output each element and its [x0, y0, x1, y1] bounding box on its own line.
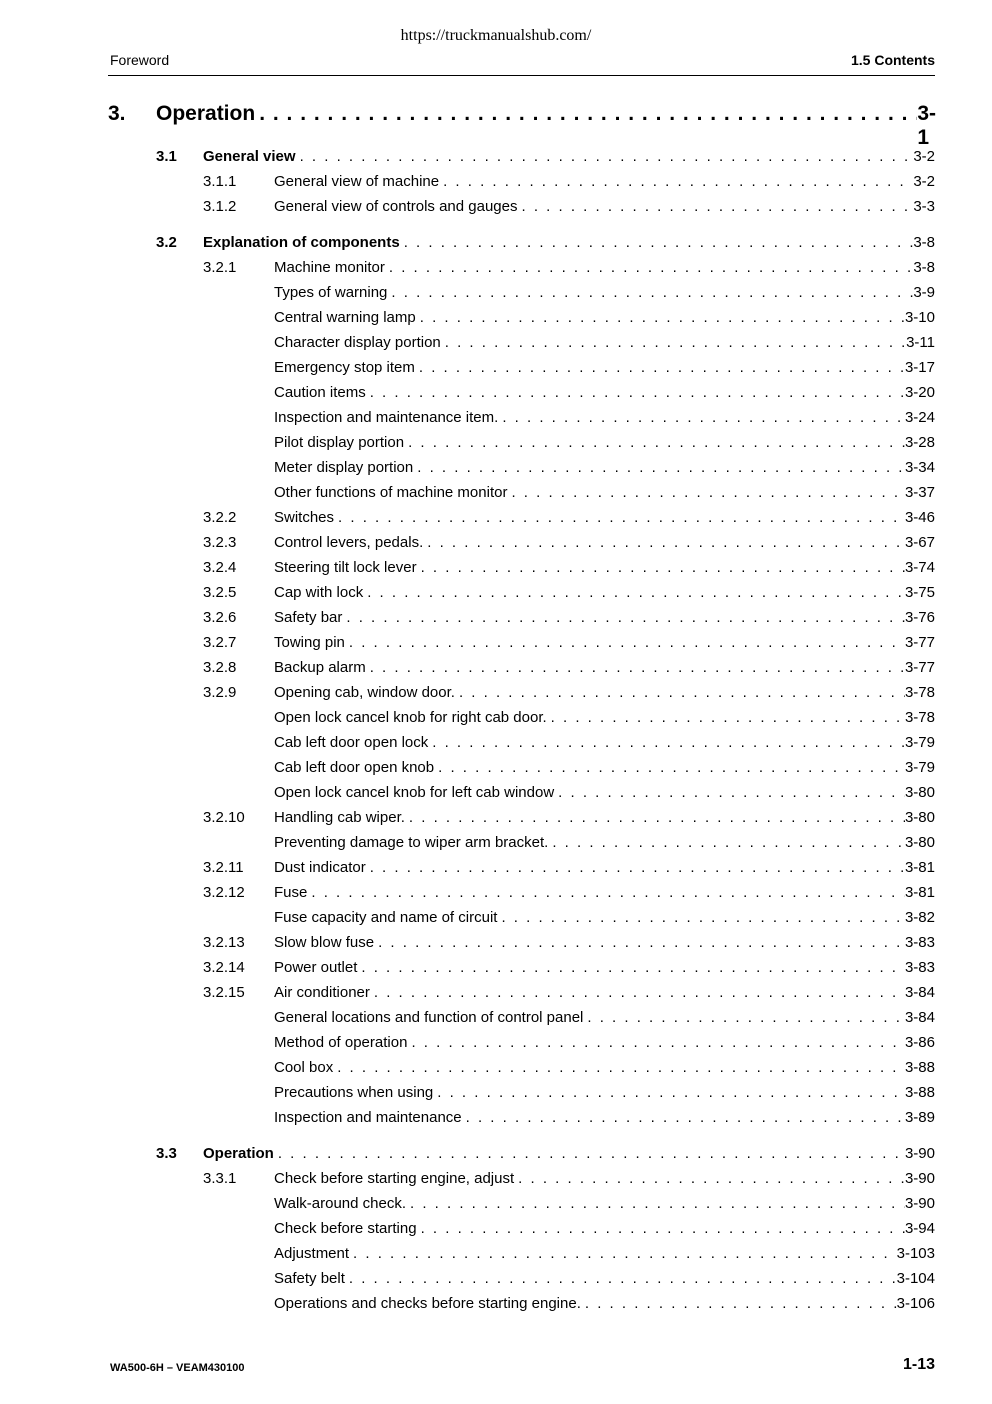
toc-entry[interactable]: [0, 784, 992, 806]
leader-dots: [405, 809, 905, 826]
toc-entry-page: 3-2: [913, 173, 935, 190]
toc-entry[interactable]: [0, 734, 992, 756]
toc-entry-title: Operation: [203, 1145, 274, 1162]
toc-entry-page: 3-81: [904, 859, 935, 876]
toc-entry-title: Steering tilt lock lever: [274, 559, 417, 576]
toc-entry-page: 3-84: [904, 1009, 935, 1026]
leader-dots: [416, 309, 905, 326]
footer-model-code: WA500-6H – VEAM430100: [110, 1362, 245, 1374]
leader-dots: [342, 609, 905, 626]
toc-entry-title: Other functions of machine monitor: [274, 484, 508, 501]
leader-dots: [583, 1009, 905, 1026]
header-rule: [108, 75, 935, 76]
toc-entry-page: 3-83: [904, 959, 935, 976]
toc-entry-number: 3.2.5: [203, 584, 237, 601]
toc-entry-page: 3-83: [904, 934, 935, 951]
toc-entry-title: Character display portion: [274, 334, 441, 351]
leader-dots: [363, 584, 905, 601]
toc-entry-number: 3.2.4: [203, 559, 237, 576]
leader-dots: [357, 959, 905, 976]
leader-dots: [434, 759, 905, 776]
leader-dots: [307, 884, 905, 901]
leader-dots: [462, 1109, 905, 1126]
toc-entry-title: Method of operation: [274, 1034, 408, 1051]
toc-entry-page: 3-10: [904, 309, 935, 326]
leader-dots: [415, 359, 905, 376]
toc-entry-title: Machine monitor: [274, 259, 385, 276]
toc-entry-number: 3.2.6: [203, 609, 237, 626]
toc-entry[interactable]: [0, 409, 992, 431]
toc-entry[interactable]: [0, 1059, 992, 1081]
toc-entry-page: 3-67: [904, 534, 935, 551]
toc-entry[interactable]: [0, 459, 992, 481]
toc-entry[interactable]: [0, 1245, 992, 1267]
toc-entry-page: 3-94: [904, 1220, 935, 1237]
toc-entry-page: 3-17: [904, 359, 935, 376]
toc-entry-title: Operations and checks before starting engine.: [274, 1295, 581, 1312]
toc-entry[interactable]: [0, 984, 992, 1006]
toc-entry-title: Explanation of components: [203, 234, 400, 251]
toc-entry-page: 3-80: [904, 834, 935, 851]
toc-entry[interactable]: [0, 959, 992, 981]
toc-entry[interactable]: [0, 359, 992, 381]
leader-dots: [406, 1195, 905, 1212]
toc-entry-page: 3-75: [904, 584, 935, 601]
toc-entry-page: 3-104: [896, 1270, 935, 1287]
toc-entry[interactable]: [0, 509, 992, 531]
toc-entry-title: Cap with lock: [274, 584, 364, 601]
toc-entry-number: 3.2.14: [203, 959, 245, 976]
toc-entry[interactable]: [0, 484, 992, 506]
toc-entry[interactable]: [0, 198, 992, 220]
leader-dots: [407, 1034, 905, 1051]
leader-dots: [455, 684, 905, 701]
toc-entry[interactable]: [0, 1295, 992, 1317]
leader-dots: [548, 834, 905, 851]
leader-dots: [547, 709, 905, 726]
leader-dots: [366, 859, 905, 876]
toc-entry-number: 3.2.2: [203, 509, 237, 526]
toc-entry-page: 3-8: [913, 234, 935, 251]
chapter-heading[interactable]: [108, 102, 936, 149]
toc-entry[interactable]: [0, 1145, 992, 1167]
toc-entry-page: 3-20: [904, 384, 935, 401]
toc-entry-page: 3-46: [904, 509, 935, 526]
toc-entry[interactable]: [0, 934, 992, 956]
toc-entry-number: 3.2.13: [203, 934, 245, 951]
toc-entry-page: 3-84: [904, 984, 935, 1001]
leader-dots: [296, 148, 914, 165]
leader-dots: [255, 102, 917, 126]
toc-entry-number: 3.2: [156, 234, 177, 251]
toc-entry-title: Emergency stop item: [274, 359, 415, 376]
toc-entry[interactable]: [0, 173, 992, 195]
toc-entry-title: Control levers, pedals.: [274, 534, 424, 551]
toc-entry-title: Power outlet: [274, 959, 358, 976]
toc-entry-title: Preventing damage to wiper arm bracket.: [274, 834, 549, 851]
leader-dots: [441, 334, 906, 351]
toc-entry-title: Cool box: [274, 1059, 334, 1076]
toc-entry-title: Inspection and maintenance item.: [274, 409, 499, 426]
toc-entry-title: Safety bar: [274, 609, 343, 626]
toc-entry-page: 3-81: [904, 884, 935, 901]
toc-entry-title: Towing pin: [274, 634, 345, 651]
toc-entry-page: 3-74: [904, 559, 935, 576]
toc-entry[interactable]: [0, 234, 992, 256]
toc-entry-title: Air conditioner: [274, 984, 370, 1001]
toc-entry[interactable]: [0, 1170, 992, 1192]
toc-entry-page: 3-90: [904, 1195, 935, 1212]
toc-entry-title: Types of warning: [274, 284, 388, 301]
leader-dots: [274, 1145, 905, 1162]
toc-entry[interactable]: [0, 909, 992, 931]
leader-dots: [413, 459, 905, 476]
toc-entry-title: Precautions when using: [274, 1084, 434, 1101]
toc-entry[interactable]: [0, 1084, 992, 1106]
toc-entry-title: Opening cab, window door.: [274, 684, 455, 701]
toc-entry[interactable]: [0, 834, 992, 856]
toc-entry[interactable]: [0, 634, 992, 656]
leader-dots: [417, 559, 905, 576]
leader-dots: [404, 434, 905, 451]
toc-entry-page: 3-79: [904, 734, 935, 751]
toc-entry-number: 3.2.10: [203, 809, 245, 826]
toc-entry-page: 3-106: [896, 1295, 935, 1312]
toc-entry-title: General view of machine: [274, 173, 440, 190]
toc-entry-number: 3.3.1: [203, 1170, 237, 1187]
toc-entry-title: Check before starting: [274, 1220, 417, 1237]
toc-entry-number: 3.2.1: [203, 259, 237, 276]
leader-dots: [517, 198, 913, 215]
toc-entry-number: 3.3: [156, 1145, 177, 1162]
toc-entry-number: 3.2.3: [203, 534, 237, 551]
toc-entry[interactable]: [0, 1109, 992, 1131]
leader-dots: [497, 909, 905, 926]
toc-entry-number: 3.1.2: [203, 198, 237, 215]
toc-entry[interactable]: [0, 659, 992, 681]
leader-dots: [498, 409, 905, 426]
toc-entry-title: Slow blow fuse: [274, 934, 375, 951]
leader-dots: [345, 634, 905, 651]
toc-entry[interactable]: [0, 759, 992, 781]
toc-entry-title: Open lock cancel knob for right cab door.: [274, 709, 547, 726]
leader-dots: [349, 1245, 897, 1262]
toc-entry[interactable]: [0, 148, 992, 170]
toc-entry-title: General locations and function of control panel: [274, 1009, 584, 1026]
toc-entry[interactable]: [0, 309, 992, 331]
toc-entry-page: 3-8: [913, 259, 935, 276]
toc-entry[interactable]: [0, 809, 992, 831]
toc-entry-number: 3.2.9: [203, 684, 237, 701]
toc-entry-page: 3-90: [904, 1145, 935, 1162]
leader-dots: [400, 234, 914, 251]
header-section-label: Foreword: [110, 52, 170, 68]
toc-entry-page: 3-79: [904, 759, 935, 776]
toc-entry-page: 3-88: [904, 1084, 935, 1101]
toc-entry[interactable]: [0, 884, 992, 906]
leader-dots: [334, 509, 905, 526]
toc-entry-page: 3-28: [904, 434, 935, 451]
toc-entry-title: Cab left door open lock: [274, 734, 429, 751]
toc-entry-title: Handling cab wiper.: [274, 809, 405, 826]
toc-entry-title: Fuse: [274, 884, 308, 901]
toc-entry-page: 3-86: [904, 1034, 935, 1051]
toc-entry-number: 3.1.1: [203, 173, 237, 190]
toc-entry[interactable]: [0, 434, 992, 456]
toc-entry-page: 3-88: [904, 1059, 935, 1076]
toc-entry[interactable]: [0, 609, 992, 631]
toc-entry-page: 3-78: [904, 684, 935, 701]
toc-entry[interactable]: [0, 1034, 992, 1056]
toc-entry-title: Central warning lamp: [274, 309, 416, 326]
toc-entry-title: Safety belt: [274, 1270, 345, 1287]
leader-dots: [581, 1295, 897, 1312]
toc-entry[interactable]: [0, 1009, 992, 1031]
source-url: https://truckmanualshub.com/: [400, 27, 592, 44]
toc-entry-page: 3-103: [896, 1245, 935, 1262]
toc-entry-number: 3.2.11: [203, 859, 244, 876]
toc-entry-number: 3.1: [156, 148, 177, 165]
toc-entry-page: 3-80: [904, 784, 935, 801]
leader-dots: [423, 534, 905, 551]
footer-page-number: 1-13: [902, 1356, 935, 1373]
chapter-page: 3-1: [917, 102, 936, 149]
leader-dots: [366, 659, 905, 676]
leader-dots: [370, 984, 905, 1001]
leader-dots: [439, 173, 913, 190]
toc-entry-number: 3.2.12: [203, 884, 245, 901]
leader-dots: [385, 259, 913, 276]
toc-entry[interactable]: [0, 334, 992, 356]
toc-entry-title: Cab left door open knob: [274, 759, 435, 776]
chapter-number: 3.: [108, 102, 126, 125]
leader-dots: [345, 1270, 897, 1287]
toc-entry-title: Meter display portion: [274, 459, 414, 476]
toc-entry[interactable]: [0, 709, 992, 731]
toc-entry-title: Caution items: [274, 384, 366, 401]
toc-entry[interactable]: [0, 1270, 992, 1292]
toc-entry-title: Fuse capacity and name of circuit: [274, 909, 498, 926]
toc-entry[interactable]: [0, 284, 992, 306]
toc-entry-page: 3-80: [904, 809, 935, 826]
toc-entry-page: 3-9: [913, 284, 935, 301]
toc-entry[interactable]: [0, 684, 992, 706]
toc-entry-title: Backup alarm: [274, 659, 366, 676]
leader-dots: [417, 1220, 905, 1237]
toc-entry-title: Dust indicator: [274, 859, 366, 876]
toc-entry-page: 3-34: [904, 459, 935, 476]
leader-dots: [333, 1059, 905, 1076]
toc-entry-page: 3-82: [904, 909, 935, 926]
toc-entry-page: 3-11: [906, 334, 935, 351]
toc-entry-page: 3-77: [904, 659, 935, 676]
toc-entry-title: Open lock cancel knob for left cab window: [274, 784, 555, 801]
leader-dots: [514, 1170, 905, 1187]
toc-entry-page: 3-24: [904, 409, 935, 426]
toc-entry-page: 3-77: [904, 634, 935, 651]
toc-entry-title: Check before starting engine, adjust: [274, 1170, 515, 1187]
toc-entry[interactable]: [0, 559, 992, 581]
toc-entry[interactable]: [0, 384, 992, 406]
leader-dots: [366, 384, 905, 401]
toc-entry-title: Walk-around check.: [274, 1195, 406, 1212]
leader-dots: [374, 934, 905, 951]
toc-entry-page: 3-3: [913, 198, 935, 215]
toc-entry-title: Switches: [274, 509, 335, 526]
leader-dots: [507, 484, 905, 501]
toc-entry-number: 3.2.8: [203, 659, 237, 676]
toc-entry[interactable]: [0, 259, 992, 281]
toc-entry[interactable]: [0, 859, 992, 881]
toc-entry-page: 3-37: [904, 484, 935, 501]
header-chapter-label: 1.5 Contents: [850, 52, 935, 68]
leader-dots: [554, 784, 905, 801]
toc-entry-title: Inspection and maintenance: [274, 1109, 462, 1126]
leader-dots: [387, 284, 913, 301]
leader-dots: [428, 734, 905, 751]
toc-entry-page: 3-90: [904, 1170, 935, 1187]
toc-entry-title: Pilot display portion: [274, 434, 405, 451]
toc-entry-number: 3.2.7: [203, 634, 237, 651]
toc-entry-title: General view of controls and gauges: [274, 198, 518, 215]
toc-entry-page: 3-78: [904, 709, 935, 726]
toc-entry[interactable]: [0, 1195, 992, 1217]
toc-entry[interactable]: [0, 1220, 992, 1242]
toc-entry-page: 3-89: [904, 1109, 935, 1126]
leader-dots: [433, 1084, 905, 1101]
toc-entry-page: 3-2: [913, 148, 935, 165]
toc-entry[interactable]: [0, 534, 992, 556]
toc-entry[interactable]: [0, 584, 992, 606]
toc-entry-title: Adjustment: [274, 1245, 350, 1262]
toc-entry-page: 3-76: [904, 609, 935, 626]
chapter-title: Operation: [156, 102, 256, 125]
toc-entry-title: General view: [203, 148, 296, 165]
toc-entry-number: 3.2.15: [203, 984, 245, 1001]
